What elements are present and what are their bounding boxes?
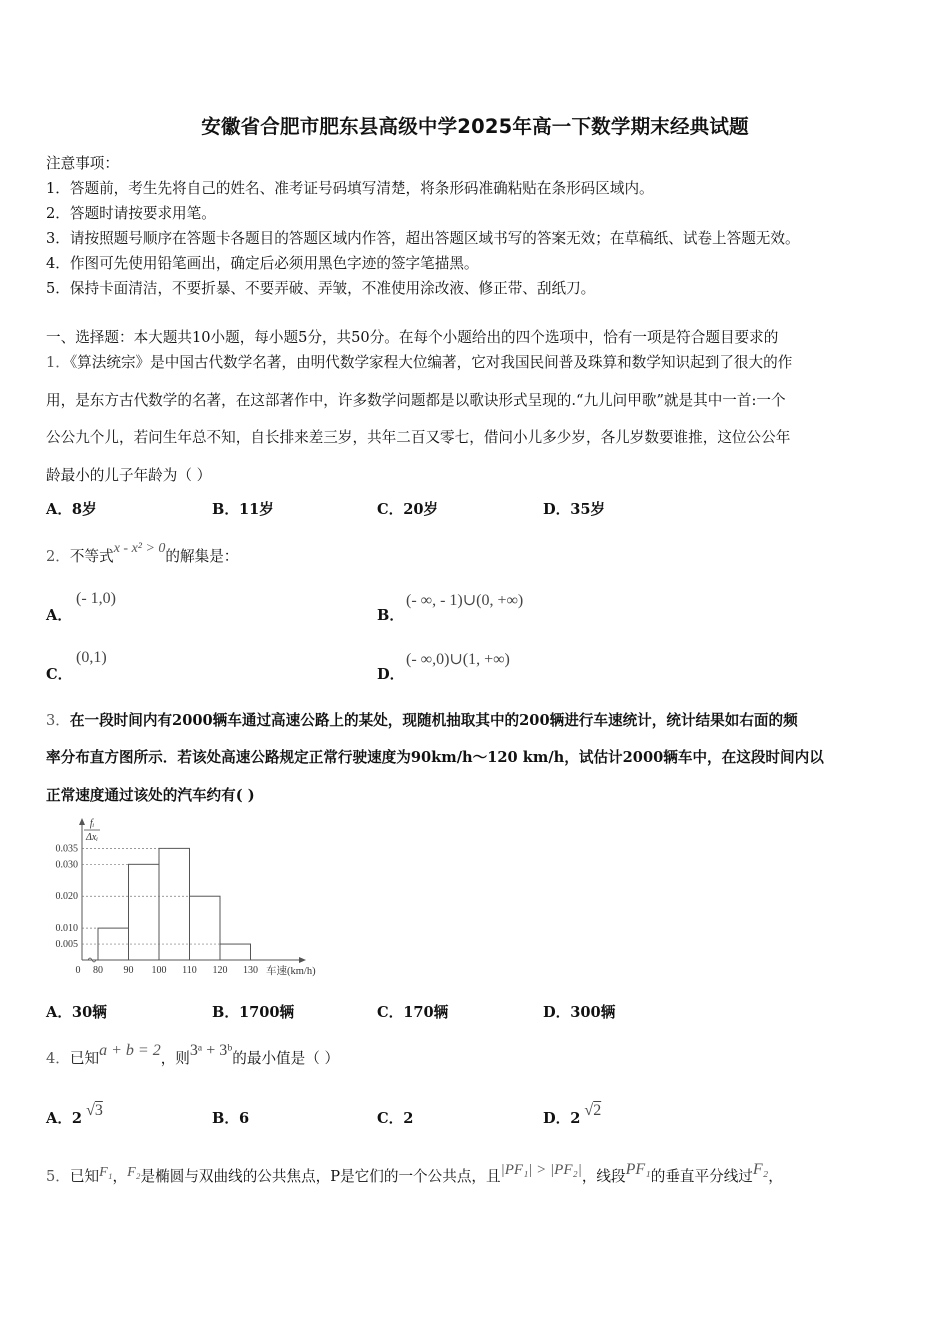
q3-text-1: 在一段时间内有2000辆车通过高速公路上的某处，现随机抽取其中的200辆进行车速统计，统计结果如右面的频 — [69, 712, 798, 729]
q5-segment: PF₁ — [625, 1161, 651, 1178]
q3-line-3: 正常速度通过该处的汽车约有( ) — [46, 787, 255, 804]
q3-option-b[interactable]: B．1700辆 — [212, 1004, 295, 1021]
q5-inequality: |PF₁| > |PF₂| — [500, 1162, 582, 1178]
y-tick-label: 0.030 — [55, 859, 78, 871]
note-item-5: 5．保持卡面清洁，不要折暴、不要弄破、弄皱，不准使用涂改液、修正带、刮纸刀。 — [46, 280, 596, 297]
origin-label: 0 — [75, 965, 81, 976]
q5-number: 5． — [46, 1168, 70, 1185]
notes-heading: 注意事项： — [46, 155, 119, 172]
q5-text-1: 是椭圆与双曲线的公共焦点，P是它们的一个公共点，且 — [140, 1168, 501, 1185]
q2-option-a-math: (- 1,0) — [76, 590, 116, 607]
q4-option-c[interactable]: C．2 — [377, 1110, 414, 1127]
q5-f2: F₂ — [127, 1165, 141, 1180]
q3-line-1 — [46, 709, 798, 730]
q4-option-a[interactable]: A．2 √3 — [46, 1102, 103, 1127]
x-tick-label: 100 — [151, 965, 167, 976]
q3-option-a[interactable]: A．30辆 — [46, 1004, 107, 1021]
note-item-3: 3．请按照题号顺序在答题卡各题目的答题区域内作答，超出答题区域书写的答案无效；在草稿纸、试卷上答题无效。 — [46, 230, 800, 247]
x-axis-arrow — [299, 957, 306, 963]
q1-option-d[interactable]: D．35岁 — [543, 501, 606, 518]
histogram-bar — [129, 864, 160, 960]
histogram-bar — [159, 848, 190, 960]
q4-option-d[interactable]: D．2 √2 — [543, 1102, 602, 1127]
q2-option-c-math: (0,1) — [76, 649, 107, 666]
q1-line-1 — [46, 351, 792, 372]
q2-option-b-math: (- ∞, - 1)∪(0, +∞) — [406, 592, 524, 609]
q1-option-c[interactable]: C．20岁 — [377, 501, 439, 518]
y-tick-label: 0.005 — [55, 939, 78, 951]
histogram-bars — [82, 848, 251, 960]
x-tick-label: 90 — [123, 965, 134, 976]
section-heading: 一、选择题：本大题共10小题，每小题5分，共50分。在每个小题给出的四个选项中，恰有一项是符合题目要求的 — [46, 329, 779, 346]
q4-suffix: 的最小值是（ ） — [232, 1050, 340, 1067]
q1-number: 1． — [46, 354, 70, 371]
histogram-bar — [220, 944, 251, 960]
x-tick-label: 80 — [93, 965, 103, 976]
q1-line-3: 公公九个儿，若问生年总不知，自长排来差三岁，共年二百又零七，借问小儿多少岁，各儿岁数要谁推，这位公公年 — [46, 429, 791, 446]
note-item-1: 1．答题前，考生先将自己的姓名、准考证号码填写清楚，将条形码准确粘贴在条形码区域内。 — [46, 180, 654, 197]
q2-expression: x - x² > 0 — [113, 541, 166, 556]
q2-option-c[interactable]: C． — [46, 666, 73, 683]
note-item-4: 4．作图可先使用铅笔画出，确定后必须用黑色字迹的签字笔描黑。 — [46, 255, 479, 272]
q2-prefix: 不等式 — [69, 548, 114, 565]
x-tick-label: 130 — [243, 965, 258, 976]
q1-option-b[interactable]: B．11岁 — [212, 501, 274, 518]
q2-line — [46, 541, 239, 566]
q2-suffix: 的解集是： — [165, 548, 239, 565]
q4-number: 4． — [46, 1050, 70, 1067]
q5-f2-b: F₂ — [752, 1161, 769, 1178]
q1-option-a[interactable]: A．8岁 — [46, 501, 97, 518]
q4-option-b[interactable]: B．6 — [212, 1110, 250, 1127]
q4-prefix: 已知 — [69, 1050, 100, 1067]
q4-expression: 3ᵃ + 3ᵇ — [189, 1042, 233, 1059]
histogram-bar — [190, 896, 221, 960]
q4-mid: ，则 — [160, 1050, 190, 1067]
y-axis-arrow — [79, 818, 85, 825]
q2-option-d[interactable]: D． — [377, 666, 405, 683]
q3-option-d[interactable]: D．300辆 — [543, 1004, 616, 1021]
y-axis-label-top: fᵢ — [89, 818, 95, 829]
q3-line-2: 率分布直方图所示．若该处高速公路规定正常行驶速度为90km/h～120 km/h，试估计2000辆车中，在这段时间内以 — [46, 749, 824, 766]
y-tick-label: 0.035 — [55, 843, 78, 855]
q2-option-d-math: (- ∞,0)∪(1, +∞) — [406, 651, 510, 668]
q5-text-3: 的垂直平分线过 — [650, 1168, 753, 1185]
q1-line-2: 用，是东方古代数学的名著，在这部著作中，许多数学问题都是以歌诀形式呈现的.“九儿问甲歌”就是其中一首:一个 — [46, 392, 786, 409]
q5-f1: F₁ — [99, 1165, 113, 1180]
q2-number: 2． — [46, 548, 70, 565]
q5-prefix: 已知 — [69, 1168, 100, 1185]
q2-option-b[interactable]: B． — [377, 607, 404, 624]
x-axis-label: 车速(km/h) — [266, 966, 316, 977]
y-axis-label-bottom: Δxᵢ — [86, 832, 98, 843]
q1-line-4: 龄最小的儿子年龄为（ ） — [46, 467, 212, 484]
q3-option-c[interactable]: C．170辆 — [377, 1004, 449, 1021]
q3-number: 3． — [46, 712, 70, 729]
q1-text-1: 《算法统宗》是中国古代数学名著，由明代数学家程大位编著，它对我国民间普及珠算和数学知识起到了很大的作 — [69, 354, 793, 371]
note-item-2: 2．答题时请按要求用笔。 — [46, 205, 216, 222]
x-tick-label: 110 — [182, 965, 197, 976]
page-title: 安徽省合肥市肥东县高级中学2025年高一下数学期末经典试题 — [201, 115, 749, 138]
y-tick-label: 0.020 — [55, 891, 78, 903]
x-tick-label: 120 — [212, 965, 228, 976]
speed-histogram — [40, 812, 340, 982]
q5-text-2: ，线段 — [581, 1168, 626, 1185]
q4-condition: a + b = 2 — [99, 1042, 161, 1059]
q4-line — [46, 1042, 340, 1068]
q5-line: 5．已知F₁，F₂是椭圆与双曲线的公共焦点，P是它们的一个公共点，且|PF₁| > |PF₂|，线段PF₁的垂直平分线过F₂， — [46, 1161, 783, 1185]
q2-option-a[interactable]: A． — [46, 607, 72, 624]
y-tick-label: 0.010 — [55, 923, 78, 935]
